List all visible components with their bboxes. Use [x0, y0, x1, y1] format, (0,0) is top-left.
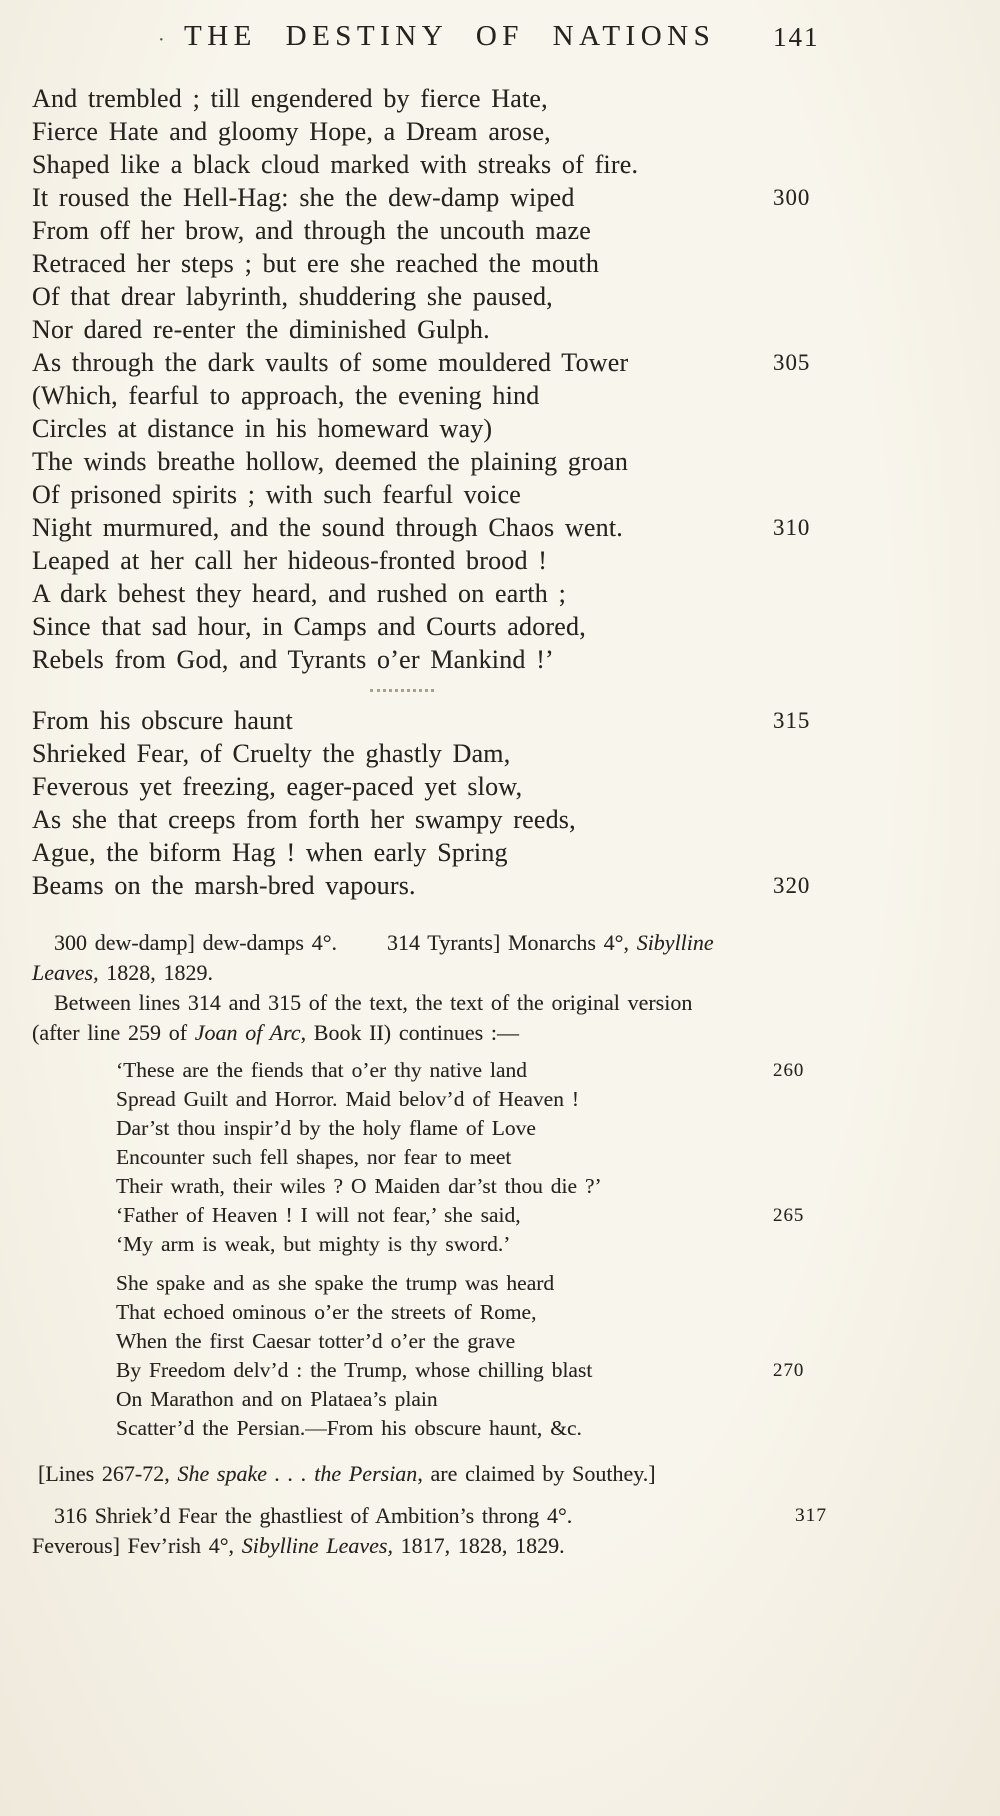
poem-line-number: 300 [773, 185, 811, 210]
page-number: 141 [773, 22, 820, 52]
quoted-verse-line [32, 1230, 970, 1259]
poem-line-text: From his obscure haunt [32, 706, 293, 735]
poem-line-text: Beams on the marsh-bred vapours. [32, 871, 416, 900]
page-title: THE DESTINY OF NATIONS [184, 20, 716, 52]
poem-stanza-1 [32, 82, 970, 676]
footnote-title-italic: Sibylline Leaves, [241, 1533, 393, 1558]
poem-line-number: 310 [773, 515, 811, 540]
poem-line-text: As through the dark vaults of some mouldered Tower [32, 348, 629, 377]
poem-line [32, 313, 970, 346]
footnote-title-italic: Sibylline [636, 930, 714, 955]
poem-line-text: It roused the Hell-Hag: she the dew-damp wiped [32, 183, 575, 212]
quoted-verse-line [32, 1172, 970, 1201]
poem-line-text: Rebels from God, and Tyrants o’er Mankind !’ [32, 645, 554, 674]
poem-line-text: Ague, the biform Hag ! when early Spring [32, 838, 508, 867]
quoted-verse-line-text: Their wrath, their wiles ? O Maiden dar’st thou die ?’ [116, 1174, 602, 1198]
quoted-verse-2 [32, 1269, 970, 1443]
quoted-verse-line [32, 1385, 970, 1414]
poem-line-text: Circles at distance in his homeward way) [32, 414, 493, 443]
quoted-verse-line-text: ‘My arm is weak, but mighty is thy sword.’ [116, 1232, 511, 1256]
poem-stanza-2 [32, 704, 970, 902]
footnote-text-segment: 1817, 1828, 1829. [392, 1533, 565, 1558]
footnote-apparatus-2 [32, 1501, 970, 1561]
poem-line [32, 148, 970, 181]
poem-line [32, 704, 970, 737]
section-divider [370, 689, 434, 692]
quoted-verse-line [32, 1143, 970, 1172]
poem-line-text: Feverous yet freezing, eager-paced yet slow, [32, 772, 523, 801]
quoted-verse-line [32, 1298, 970, 1327]
quoted-verse-line-text: On Marathon and on Plataea’s plain [116, 1387, 438, 1411]
quoted-verse-line-text: By Freedom delv’d : the Trump, whose chilling blast [116, 1358, 593, 1382]
poem-line-text: Leaped at her call her hideous-fronted brood ! [32, 546, 548, 575]
quoted-verse-line-number: 260 [773, 1060, 805, 1081]
page-header [32, 20, 970, 66]
poem-line-text: Since that sad hour, in Camps and Courts adored, [32, 612, 586, 641]
poem-line [32, 478, 970, 511]
poem-line [32, 181, 970, 214]
poem-line-text: Nor dared re-enter the diminished Gulph. [32, 315, 490, 344]
footnote-line-number: 317 [795, 1505, 828, 1526]
poem-line [32, 82, 970, 115]
poem-line [32, 280, 970, 313]
quoted-verse-line [32, 1056, 970, 1085]
footnote-text-segment: , Book II) continues :— [300, 1020, 519, 1045]
poem-line-text: Shaped like a black cloud marked with streaks of fire. [32, 150, 639, 179]
poem-line-text: Shrieked Fear, of Cruelty the ghastly Dam, [32, 739, 511, 768]
quoted-verse-line-text: When the first Caesar totter’d o’er the grave [116, 1329, 516, 1353]
footnote-editorial-note [32, 988, 970, 1048]
poem-line [32, 643, 970, 676]
poem-line-number: 315 [773, 708, 811, 733]
footnotes-section [32, 928, 970, 1561]
footnote-text-segment: 1828, 1829. [98, 960, 213, 985]
footnote-quote-italic: She spake . . . the Persian [177, 1461, 418, 1486]
poem-line-number: 320 [773, 873, 811, 898]
quoted-verse-line [32, 1114, 970, 1143]
poem-line [32, 346, 970, 379]
poem-line [32, 737, 970, 770]
footnote-text-segment: 316 Shriek’d Fear the ghastliest of Ambition’s throng 4°. [54, 1503, 573, 1528]
footnote-text-segment: , are claimed by Southey.] [417, 1461, 656, 1486]
poem-line-text: Fierce Hate and gloomy Hope, a Dream arose, [32, 117, 551, 146]
quoted-verse-line-text: Encounter such fell shapes, nor fear to meet [116, 1145, 512, 1169]
poem-line-number: 305 [773, 350, 811, 375]
footnote-text-segment: Between lines 314 and 315 of the text, the text of the original version [54, 990, 693, 1015]
poem-line-text: And trembled ; till engendered by fierce Hate, [32, 84, 548, 113]
quoted-verse-line-text: That echoed ominous o’er the streets of Rome, [116, 1300, 537, 1324]
quoted-verse-line-text: She spake and as she spake the trump was heard [116, 1271, 555, 1295]
poem-line-text: Retraced her steps ; but ere she reached the mouth [32, 249, 600, 278]
quoted-verse-line-number: 265 [773, 1205, 805, 1226]
footnote-title-italic: Leaves, [32, 960, 99, 985]
poem-line [32, 511, 970, 544]
quoted-verse-line-text: Dar’st thou inspir’d by the holy flame of Love [116, 1116, 536, 1140]
poem-line [32, 247, 970, 280]
poem-line-text: The winds breathe hollow, deemed the plaining groan [32, 447, 629, 476]
poem-line [32, 610, 970, 643]
quoted-verse-line-text: ‘Father of Heaven ! I will not fear,’ she said, [116, 1203, 521, 1227]
quoted-verse-line [32, 1201, 970, 1230]
quoted-verse-line-text: Spread Guilt and Horror. Maid belov’d of Heaven ! [116, 1087, 580, 1111]
footnote-text-segment: [Lines 267-72, [38, 1461, 178, 1486]
ink-speck: · [158, 29, 165, 51]
poem-line-text: Of prisoned spirits ; with such fearful voice [32, 480, 522, 509]
poem-line-text: From off her brow, and through the uncouth maze [32, 216, 592, 245]
footnote-text-segment: 314 Tyrants] Monarchs 4°, [387, 930, 637, 955]
quoted-verse-line-text: Scatter’d the Persian.—From his obscure haunt, &c. [116, 1416, 582, 1440]
quoted-verse-line [32, 1085, 970, 1114]
poem-line [32, 836, 970, 869]
poem-line-text: Of that drear labyrinth, shuddering she paused, [32, 282, 553, 311]
quoted-verse-line [32, 1327, 970, 1356]
quoted-verse-line-text: ‘These are the fiends that o’er thy native land [116, 1058, 528, 1082]
quoted-verse-line [32, 1414, 970, 1443]
poem-line [32, 544, 970, 577]
footnote-apparatus-1 [32, 928, 970, 988]
poem-line-text: A dark behest they heard, and rushed on earth ; [32, 579, 567, 608]
poem-line-text: (Which, fearful to approach, the evening hind [32, 381, 540, 410]
poem-line [32, 803, 970, 836]
poem-line-text: Night murmured, and the sound through Chaos went. [32, 513, 623, 542]
poem-line [32, 412, 970, 445]
poem-line [32, 379, 970, 412]
footnote-text-segment: 300 dew-damp] dew-damps 4°. [54, 930, 337, 955]
quoted-verse-line [32, 1356, 970, 1385]
quoted-verse-line [32, 1269, 970, 1298]
quoted-verse-1 [32, 1056, 970, 1259]
poem-line [32, 770, 970, 803]
footnote-text-segment: (after line 259 of [32, 1020, 195, 1045]
poem-line [32, 445, 970, 478]
footnote-text-segment: Feverous] Fev’rish 4°, [32, 1533, 242, 1558]
bracket-attribution-note [32, 1459, 970, 1489]
quoted-verse-line-number: 270 [773, 1360, 805, 1381]
poem-line [32, 577, 970, 610]
poem-line [32, 214, 970, 247]
poem-line [32, 115, 970, 148]
poem-line-text: As she that creeps from forth her swampy reeds, [32, 805, 576, 834]
poem-line [32, 869, 970, 902]
footnote-title-italic: Joan of Arc [194, 1020, 301, 1045]
